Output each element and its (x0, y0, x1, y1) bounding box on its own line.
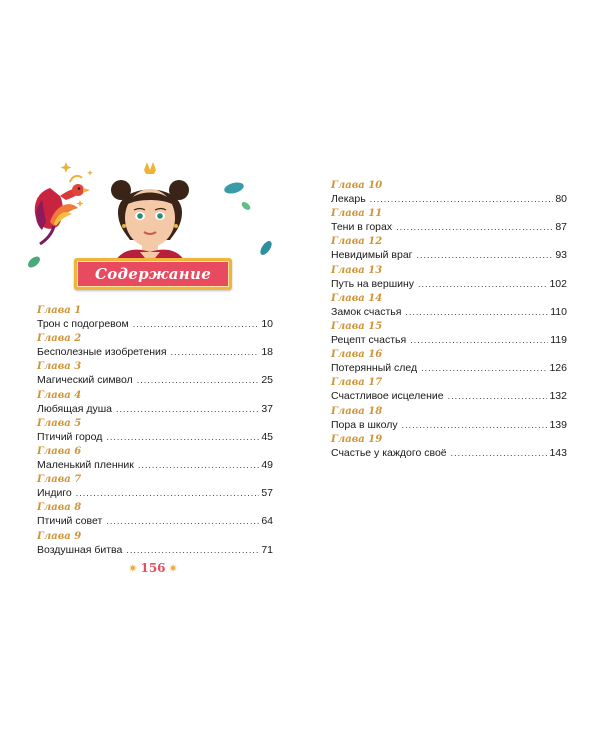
chapter-page: 139 (549, 418, 567, 431)
dot-leader (137, 373, 260, 387)
chapter-title: Птичий совет (37, 515, 103, 528)
dot-leader (396, 220, 553, 234)
chapter-title: Счастье у каждого своё (331, 446, 447, 459)
toc-entry[interactable] (37, 305, 273, 333)
toc-entry[interactable] (37, 446, 273, 474)
toc-entry[interactable] (331, 321, 567, 349)
chapter-page: 102 (549, 277, 567, 290)
chapter-label: Глава 13 (331, 264, 383, 276)
sparkle-icon: ✷ (128, 562, 138, 575)
dot-leader (76, 486, 260, 500)
chapter-title: Тени в горах (331, 221, 393, 234)
chapter-title: Потерянный след (331, 362, 418, 375)
toc-entry[interactable] (331, 265, 567, 293)
chapter-title: Невидимый враг (331, 249, 413, 262)
toc-entry[interactable] (331, 377, 567, 405)
chapter-label: Глава 3 (37, 361, 82, 373)
toc-entry[interactable] (331, 180, 567, 208)
toc-entry[interactable] (331, 208, 567, 236)
chapter-label: Глава 8 (37, 502, 82, 514)
dot-leader (116, 402, 259, 416)
chapter-title: Счастливое исцеление (331, 390, 444, 403)
dot-leader (171, 345, 260, 359)
chapter-page: 119 (550, 333, 567, 346)
dot-leader (448, 389, 548, 403)
chapter-label: Глава 9 (37, 530, 82, 542)
chapter-page: 71 (261, 543, 273, 556)
dot-leader (106, 430, 259, 444)
chapter-page: 25 (261, 374, 273, 387)
toc-entry[interactable] (37, 333, 273, 361)
chapter-label: Глава 16 (331, 349, 383, 361)
dot-leader (138, 458, 259, 472)
chapter-page: 49 (261, 458, 273, 471)
chapter-page: 37 (261, 402, 273, 415)
chapter-label: Глава 11 (331, 208, 383, 220)
toc-entry[interactable] (37, 502, 273, 530)
chapter-label: Глава 17 (331, 377, 383, 389)
chapter-page: 10 (261, 318, 273, 330)
chapter-label: Глава 7 (37, 474, 82, 486)
dot-leader (370, 192, 554, 206)
chapter-title: Замок счастья (331, 305, 402, 318)
chapter-page: 80 (555, 193, 567, 205)
chapter-title: Воздушная битва (37, 543, 123, 556)
chapter-title: Трон с подогревом (37, 318, 129, 330)
chapter-page: 143 (549, 446, 567, 459)
chapter-title: Индиго (37, 487, 72, 500)
dot-leader (126, 543, 259, 557)
sparkle-icon: ✷ (168, 562, 178, 575)
toc-entry[interactable] (37, 474, 273, 502)
chapter-title: Птичий город (37, 430, 103, 443)
toc-entry[interactable] (331, 434, 567, 462)
chapter-label: Глава 12 (331, 236, 383, 248)
chapter-label: Глава 10 (331, 180, 383, 191)
dot-leader (133, 317, 260, 331)
toc-entry[interactable] (331, 349, 567, 377)
chapter-page: 64 (261, 515, 273, 528)
dot-leader (451, 446, 548, 460)
chapter-page: 87 (555, 221, 567, 234)
chapter-title: Магический символ (37, 374, 133, 387)
dot-leader (106, 514, 259, 528)
chapter-title: Пора в школу (331, 418, 398, 431)
chapter-page: 18 (261, 346, 273, 359)
chapter-title: Маленький пленник (37, 458, 134, 471)
chapter-label: Глава 6 (37, 445, 82, 457)
page-number-footer (128, 560, 178, 576)
dot-leader (410, 333, 548, 347)
dot-leader (405, 305, 548, 319)
dot-leader (417, 248, 554, 262)
dot-leader (402, 418, 548, 432)
chapter-label: Глава 4 (37, 389, 82, 401)
chapter-title: Путь на вершину (331, 277, 415, 290)
phoenix-bird-illustration (35, 176, 90, 244)
chapter-page: 110 (550, 305, 567, 318)
dot-leader (418, 277, 547, 291)
contents-heading-banner (74, 258, 232, 290)
contents-heading: Содержание (94, 265, 212, 283)
toc-entry[interactable] (37, 418, 273, 446)
chapter-label: Глава 19 (331, 433, 383, 445)
chapter-label: Глава 2 (37, 333, 82, 345)
chapter-page: 132 (549, 390, 567, 403)
toc-column-left (37, 305, 273, 559)
chapter-page: 45 (261, 430, 273, 443)
chapter-label: Глава 5 (37, 417, 82, 429)
chapter-label: Глава 14 (331, 292, 383, 304)
chapter-title: Лекарь (331, 193, 366, 205)
toc-entry[interactable] (37, 361, 273, 389)
chapter-title: Любящая душа (37, 402, 112, 415)
page-number: 156 (140, 561, 166, 575)
toc-entry[interactable] (331, 293, 567, 321)
dot-leader (421, 361, 547, 375)
chapter-page: 57 (261, 487, 273, 500)
chapter-label: Глава 15 (331, 320, 383, 332)
princess-illustration (111, 162, 189, 272)
toc-entry[interactable] (37, 531, 273, 559)
chapter-title: Бесполезные изобретения (37, 346, 167, 359)
chapter-page: 126 (549, 362, 567, 375)
toc-entry[interactable] (37, 390, 273, 418)
toc-entry[interactable] (331, 406, 567, 434)
toc-entry[interactable] (331, 236, 567, 264)
chapter-page: 93 (555, 249, 567, 262)
chapter-title: Рецепт счастья (331, 333, 407, 346)
chapter-label: Глава 18 (331, 405, 383, 417)
toc-column-right (331, 180, 567, 462)
chapter-label: Глава 1 (37, 305, 82, 316)
